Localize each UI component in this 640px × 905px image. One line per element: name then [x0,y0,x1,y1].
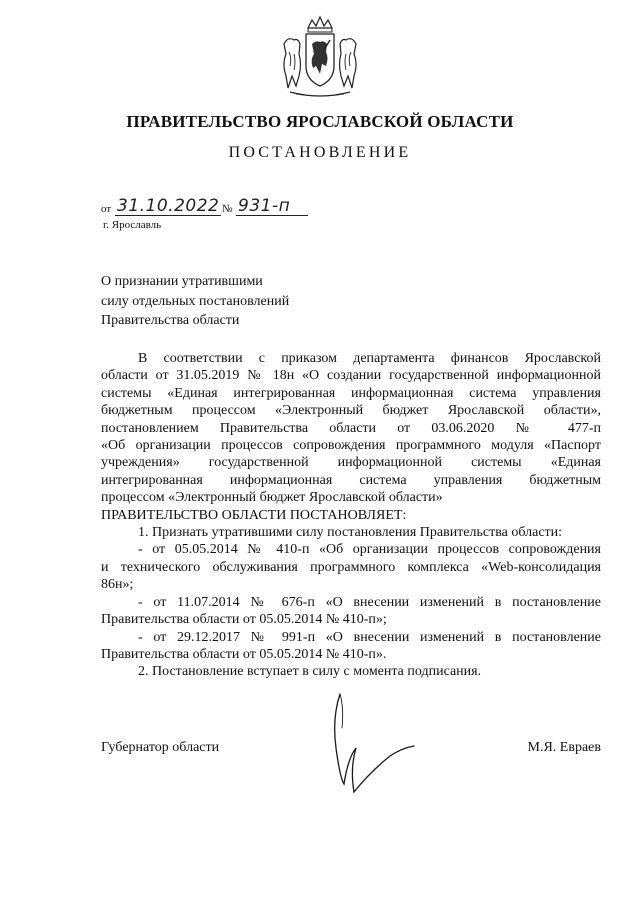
preamble-line: постановлением Правительства области от 03.06.2020 № 477-п [101,420,601,436]
preamble-line: «Об организации процессов сопровождения программного модуля «Паспорт [101,438,601,454]
preamble-line: бюджетным процессом «Электронный бюджет Ярославской области», [101,403,601,419]
date-number-line [101,196,331,218]
signatory-name: М.Я. Евраев [527,740,601,755]
signature-row [101,740,601,760]
sub-item-2-line: Правительства области от 05.05.2014 № 410-п»; [101,612,387,628]
signatory-position: Губернатор области [101,740,220,755]
subject-line: О признании утратившими [101,274,263,289]
subject-line: Правительства области [101,313,240,328]
sub-item-3-line: Правительства области от 05.05.2014 № 410-п». [101,646,387,662]
organization-title: ПРАВИТЕЛЬСТВО ЯРОСЛАВСКОЙ ОБЛАСТИ [126,112,514,131]
preamble-line: системы «Единая интегрированная информационная система управления [101,385,601,401]
document-body [101,350,601,681]
preamble-line: процессом «Электронный бюджет Ярославской области» [101,490,443,506]
preamble-line: В соответствии с приказом департамента финансов Ярославской [138,351,601,366]
date-prefix: от [101,203,112,215]
yaroslavl-coat-of-arms-icon [272,14,368,100]
sub-item-2-line: - от 11.07.2014 № 676-п «О внесении изменений в постановление [138,594,601,610]
preamble-line: интегрированная информационная система управления бюджетным [101,472,601,488]
preamble-line: учреждения» государственной информационной системы «Единая [101,455,601,471]
subject-line: силу отдельных постановлений [101,293,290,309]
document-type: ПОСТАНОВЛЕНИЕ [228,144,412,161]
item-1: 1. Признать утратившими силу постановления Правительства области: [138,525,563,541]
preamble-line: области от 31.05.2019 № 18н «О создании государственной информационной [101,368,601,384]
document-city: г. Ярославль [103,219,162,231]
sub-item-1-line: и технического обслуживания программного комплекса «Web-консолидация [101,559,601,575]
document-number: 931-п [238,196,291,216]
document-date: 31.10.2022 [117,196,220,216]
sub-item-3-line: - от 29.12.2017 № 991-п «О внесении изменений в постановление [138,629,601,645]
number-prefix: № [222,203,233,215]
item-2: 2. Постановление вступает в силу с момента подписания. [138,664,482,680]
sub-item-1-line: 86н»; [101,577,134,593]
sub-item-1-line: - от 05.05.2014 № 410-п «Об организации процессов сопровождения [138,542,601,558]
resolution-heading: ПРАВИТЕЛЬСТВО ОБЛАСТИ ПОСТАНОВЛЯЕТ: [101,507,407,523]
document-subject [101,272,289,331]
